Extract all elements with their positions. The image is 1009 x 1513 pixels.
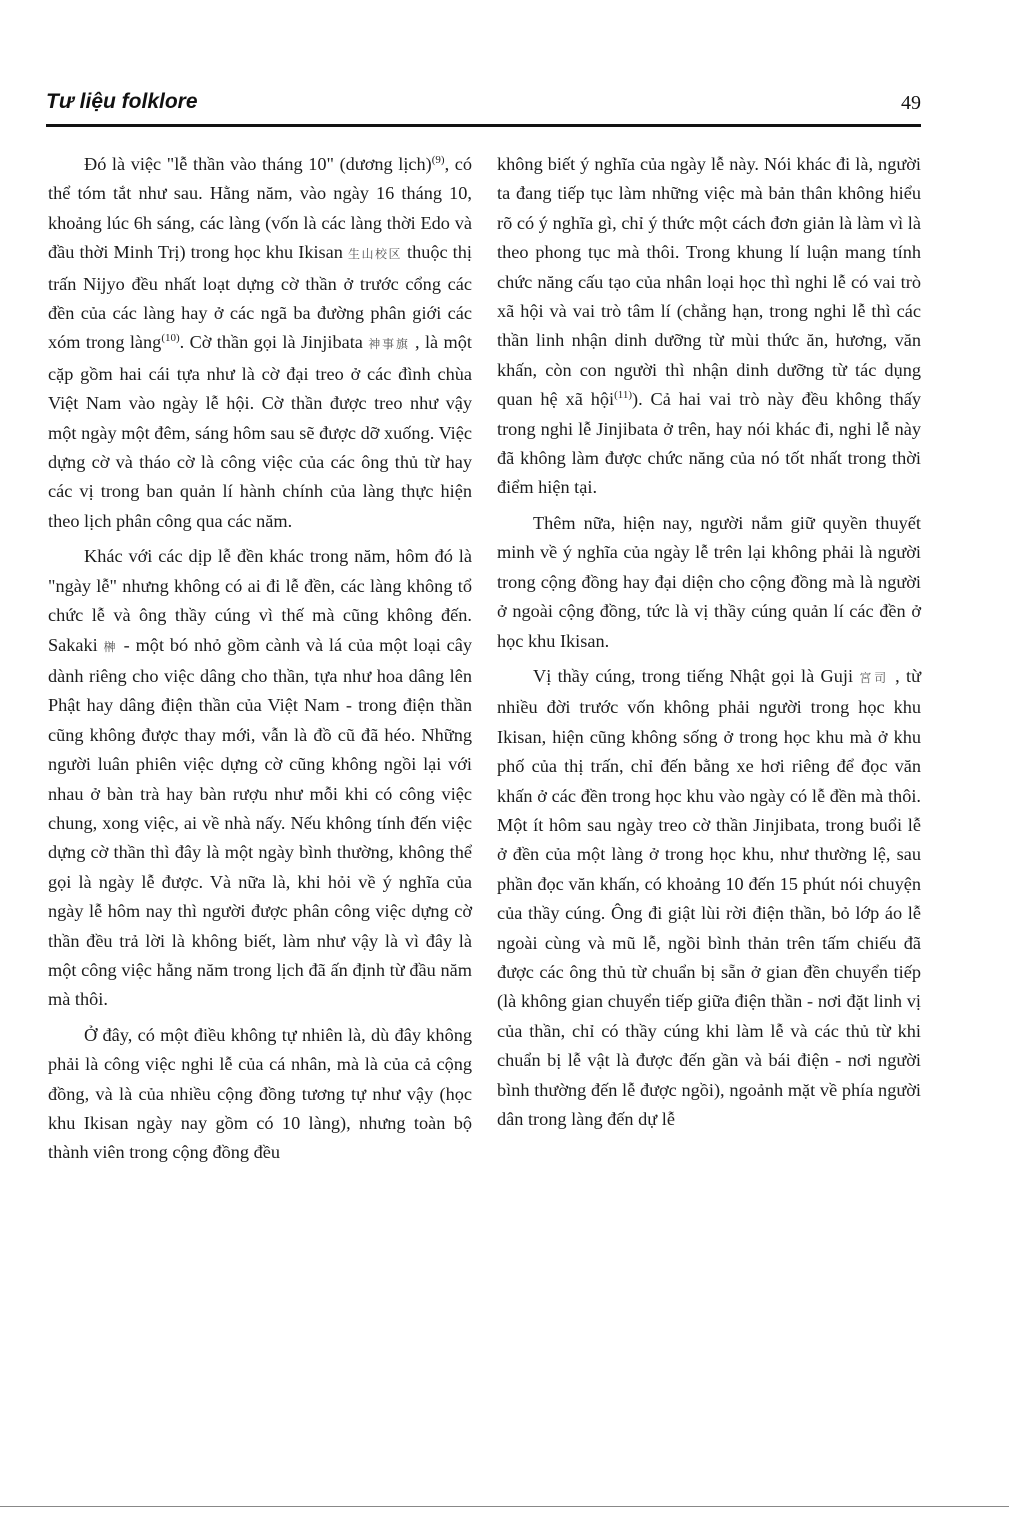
kanji-term: 宮司: [859, 670, 889, 685]
paragraph: không biết ý nghĩa của ngày lễ này. Nói khác đi là, người ta đang tiếp tục làm những việc mà bản thân không hiểu rõ có ý nghĩa gì, chỉ ý thức một cách đơn giản là làm vì là theo phong tục mà thôi. Trong khung lí luận mang tính chức năng cấu tạo của nhân loại học thì nghi lễ có vai trò xã hội và vai trò tâm lí (chẳng hạn, trong nghi lễ thì các thần linh nhận dinh dưỡng từ mùi thức ăn, hương, văn khấn, còn con người thì nhận dinh dưỡng từ tác dụng quan hệ xã hội$^{(11)}$). Cả hai vai trò này đều không thấy trong nghi lễ Jinjibata ở trên, hay nói khác đi, nghi lễ này đã không làm được chức năng của nó tốt nhất trong thời điểm hiện tại.: [497, 154, 921, 498]
paragraph: Đó là việc "lễ thần vào tháng 10" (dương lịch)$^{(9)}$, có thể tóm tắt như sau. Hằng năm, vào ngày 16 tháng 10, khoảng lúc 6h sáng, các làng (vốn là các làng thời Edo và đầu thời Minh Trị) trong học khu Ikisan 生山校区 thuộc thị trấn Nijyo đều nhất loạt dựng cờ thần ở trước cổng các đền của các làng hay ở các ngã ba đường phân giới các xóm trong làng$^{(10)}$. Cờ thần gọi là Jinjibata 神事旗 , là một cặp gồm hai cái tựa như là cờ đại treo ở các đình chùa Việt Nam vào ngày lễ hội. Cờ thần được treo như vậy một ngày một đêm, sáng hôm sau sẽ được dỡ xuống. Việc dựng cờ và tháo cờ là công việc của các ông thủ từ hay các vị trong ban quản lí hành chính của làng thực hiện theo lịch phân công qua các năm.: [48, 153, 472, 531]
left-column: [48, 150, 472, 1174]
page-number: 49: [901, 92, 921, 114]
kanji-term: 神事旗: [368, 337, 410, 352]
footnote-ref: (10): [161, 332, 180, 345]
paragraph: Vị thầy cúng, trong tiếng Nhật gọi là Guji 宮司 , từ nhiều đời trước vốn không phải người trong học khu Ikisan, hiện cũng không sống ở trong học khu mà ở khu phố của thị trấn, chỉ đến bằng xe hơi riêng để đọc văn khấn ở các đền trong học khu vào ngày có lễ đền mà thôi. Một ít hôm sau ngày treo cờ thần Jinjibata, trong buổi lễ ở đền của một làng ở trong học khu, như thường lệ, sau phần đọc văn khấn, có khoảng 10 đến 15 phút nói chuyện của thầy cúng. Ông đi giật lùi rời điện thần, bỏ lớp áo lễ ngoài cùng và mũ lễ, ngồi bình thản trên tấm chiếu đã được các ông thủ từ chuẩn bị sẵn ở gian đền chuyển tiếp (là không gian chuyển tiếp giữa điện thần - nơi đặt linh vị của thần, chỉ có thầy cúng khi làm lễ và các thủ từ khi chuẩn bị lễ vật là được đến gần và bái điện - nơi người bình thường đến lễ được ngồi), ngoảnh mặt về phía người dân trong làng đến dự lễ: [497, 665, 921, 1129]
running-header: [46, 88, 921, 127]
footnote-ref: (9): [431, 153, 445, 166]
kanji-term: 榊: [103, 639, 118, 654]
right-column: [497, 150, 921, 1140]
section-title: Tư liệu folklore: [46, 90, 198, 113]
paragraph: Ở đây, có một điều không tự nhiên là, dù đây không phải là công việc nghi lễ của cá nhân, mà là của cả cộng đồng, và là của nhiều cộng đồng tương tự như vậy (học khu Ikisan ngày nay gồm có 10 làng), nhưng toàn bộ thành viên trong cộng đồng đều: [48, 1024, 472, 1163]
kanji-term: 生山校区: [347, 247, 402, 262]
footnote-ref: (11): [614, 389, 632, 402]
paragraph: Khác với các dịp lễ đền khác trong năm, hôm đó là "ngày lễ" nhưng không có ai đi lễ đền, các làng không tổ chức lễ và ông thầy cúng vì thế mà cũng không đến. Sakaki 榊 - một bó nhỏ gồm cành và lá của một loại cây dành riêng cho việc dâng cho thần, tựa như hoa dâng lên Phật hay dâng điện thần của Việt Nam - trong điện thần cũng không được thay mới, vẫn là đồ cũ đã héo. Những người luân phiên việc dựng cờ cũng không ngồi lại với nhau ở bàn trà hay bàn rượu như mỗi khi có công việc chung, xong việc, ai về nhà nấy. Nếu không tính đến việc dựng cờ thần thì đây là một ngày bình thường, không thể gọi là ngày lễ được. Và nữa là, khi hỏi về ý nghĩa của ngày lễ hôm nay thì người được phân công việc dựng cờ thần đều trả lời là không biết, làm như vậy là vì đây là một công việc hằng năm trong lịch đã ấn định từ đầu năm mà thôi.: [48, 546, 473, 1010]
bottom-rule: [0, 1506, 1009, 1507]
paragraph: Thêm nữa, hiện nay, người nắm giữ quyền thuyết minh về ý nghĩa của ngày lễ trên lại không phải là người trong cộng đồng hay đại diện cho cộng đồng mà là người ở ngoài cộng đồng, tức là vị thầy cúng quản lí các đền ở học khu Ikisan.: [497, 512, 921, 651]
